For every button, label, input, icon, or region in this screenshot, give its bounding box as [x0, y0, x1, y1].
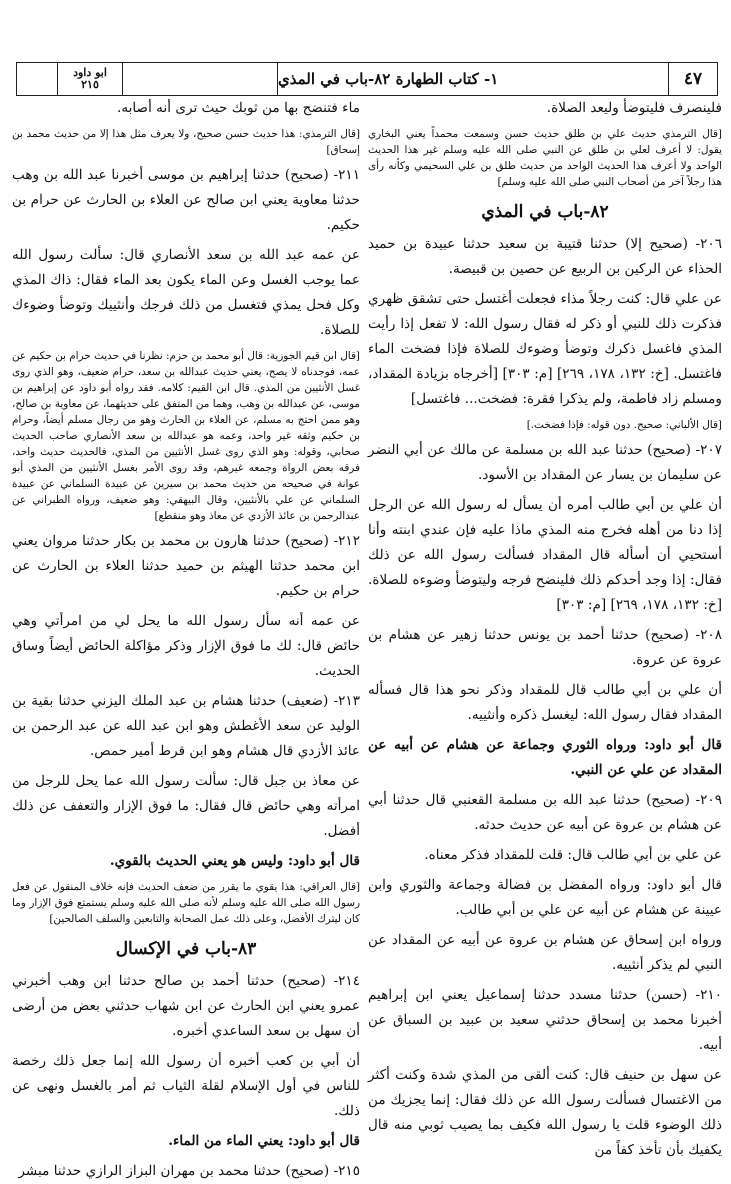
hadith-207-text: أن علي بن أبي طالب أمره أن يسأل له رسول الله عن الرجل إذا دنا من أهله فخرج منه المذي ماذا عليه فإن عندي ابنته وأنا أستحيي أن أسأله قال المقداد فسألت رسول الله عن ذلك فقال: إذا وجد أحدكم ذلك فلينضح فرجه وليتوضأ وضوءه للصلاة. [خ: ١٣٢، ١٧٨، ٢٦٩] [م: ٣٠٣]: [368, 497, 722, 613]
hadith-208-text: أن علي بن أبي طالب قال للمقداد وذكر نحو هذا قال فسأله المقداد فقال رسول الله: ليغسل ذكره وأنثييه.: [368, 682, 722, 723]
hadith-210-chain: ٢١٠- (حسن) حدثنا مسدد حدثنا إسماعيل يعني ابن إبراهيم أخبرنا محمد بن إسحاق حدثني سعيد بن عبيد بن السباق عن أبيه.: [368, 987, 722, 1053]
footnote: [قال الترمذي: هذا حديث حسن صحيح، ولا يعرف مثل هذا إلا من حديث محمد بن إسحاق]: [12, 128, 360, 156]
chapter-heading: ٨٣-باب في الإكسال: [115, 939, 257, 959]
header-empty-box: [17, 63, 58, 95]
abu-dawud-remark: قال أبو داود: وليس هو يعني الحديث بالقوي.: [109, 853, 360, 869]
hadith-209-chain: ٢٠٩- (صحيح) حدثنا عبد الله بن مسلمة القعنبي قال حدثنا أبي عن هشام بن عروة عن أبيه عن حديث حدثه.: [368, 792, 722, 833]
hadith-211-chain: ٢١١- (صحيح) حدثنا إبراهيم بن موسى أخبرنا عبد الله بن وهب حدثنا معاوية يعني ابن صالح عن العلاء بن الحارث عن حرام بن حكيم.: [12, 167, 360, 233]
hadith-212-chain: ٢١٢- (صحيح) حدثنا هارون بن محمد بن بكار حدثنا مروان يعني ابن محمد حدثنا الهيثم بن حميد حدثنا العلاء بن الحارث عن حرام بن حكيم.: [12, 533, 360, 599]
abu-dawud-remark: قال أبو داود: ورواه الثوري وجماعة عن هشام عن أبيه عن المقداد عن علي عن النبي.: [368, 737, 722, 778]
hadith-206-text: عن علي قال: كنت رجلاً مذاء فجعلت أغتسل حتى تشقق ظهري فذكرت ذلك للنبي أو ذكر له فقال رسول الله: لا تفعل إذا رأيت المذي فاغسل ذكرك وتوضأ وضوءك للصلاة فإذا فضخت الماء فاغتسل. [خ: ١٣٢، ١٧٨، ٢٦٩] [م: ٣٠٣] [أخرجاه بزيادة المقداد، ومسلم زاد فاطمة، ولم يذكرا فقرة: فضخت... فاغتسل]: [368, 291, 722, 407]
chapter-heading: ٨٢-باب في المذي: [481, 202, 609, 222]
hadith-211-note: [قال ابن قيم الجوزية: قال أبو محمد بن حزم: نظرنا في حديث حرام بن حكيم عن عمه، فوجدناه لا يصح، يعني حديث عبدالله بن سعد، حرام ضعيف، وهو الذي روى غسل الأنثيين من المذي. قال ابن القيم: كلامه. فقد رواه أبو داود عن إبراهيم بن موسى، عن عبدالله بن وهب، وهما من المتفق على حديثهما، عن معاوية بن صالح، وهو ممن احتج به مسلم، عن العلاء بن الحارث وهو من رجال مسلم أيضاً، وحرام بن حكيم وثقه غير واحد، وعمه هو عبدالله بن سعد الأنصاري صاحب الحديث صحابي، وقوله: وهو الذي روى غسل الأنثيين من المذي، فالحديث حديث واحد، فرقه بعض الرواة وجمعه غيرهم، وقد روى الأمر بغسل الأنثيين من المذي أبو عوانة في صحيحه من حديث محمد بن سيرين عن عبيدة السلماني عن عبيدة السلماني عن علي بالأنثيين، وقال البيهقي: وهو ضعيف، ورواه الطبراني عن عبدالرحمن بن عائذ الأزدي عن معاذ وهو منقطع]: [12, 350, 360, 522]
hadith-206-note: [قال الألباني: صحيح. دون قوله: فإذا فضخت.]: [526, 419, 722, 431]
header-title: ١- كتاب الطهارة ٨٢-باب في المذي: [278, 63, 669, 95]
right-column: [368, 96, 722, 1158]
hadith-213-text: عن معاذ بن جبل قال: سألت رسول الله عما يحل للرجل من امرأته وهي حائض قال فقال: ما فوق الإزار والتعفف عن ذلك أفضل.: [12, 773, 360, 839]
paragraph: ماء فتنضح بها من ثوبك حيث ترى أنه أصابه.: [117, 100, 360, 116]
hadith-215-chain: ٢١٥- (صحيح) حدثنا محمد بن مهران البزاز الرازي حدثنا مبشر: [18, 1163, 360, 1179]
left-column: [12, 96, 360, 1179]
page-number: ٤٧: [683, 69, 703, 89]
header-hadith-range: ٢١٥: [81, 78, 99, 91]
footnote: [قال الترمذي حديث علي بن طلق حديث حسن وسمعت محمداً يعني البخاري يقول: لا أعرف لعلي بن طلق عن النبي صلى الله عليه وسلم غير هذا الحديث الواحد ولا أعرف هذا الحديث الواحد من حديث طلق بن علي السحيمي وكأنه رأى هذا رجلاً آخر من أصحاب النبي صلى الله عليه وسلم]: [368, 128, 722, 188]
header-book-name: ابو داود: [73, 66, 107, 79]
hadith-210-text: عن سهل بن حنيف قال: كنت ألقى من المذي شدة وكنت أكثر من الاغتسال فسألت رسول الله عن ذلك فقال: إنما يجزيك من ذلك الوضوء قلت يا رسول الله فكيف بما يصيب ثوبي منه قال يكفيك بأن تأخذ كفاً من: [368, 1067, 722, 1158]
hadith-206-chain: ٢٠٦- (صحيح إلا) حدثنا قتيبة بن سعيد حدثنا عبيدة بن حميد الحذاء عن الركين بن الربيع عن حصين بن قبيصة.: [368, 236, 722, 277]
hadith-211-text: عن عمه عبد الله بن سعد الأنصاري قال: سألت رسول الله عما يوجب الغسل وعن الماء يكون بعد الماء فقال: ذاك المذي وكل فحل يمذي فتغسل من ذلك فرجك وأنثييك وتوضأ وضوءك للصلاة.: [12, 247, 360, 338]
hadith-214-text: أن أبي بن كعب أخبره أن رسول الله إنما جعل ذلك رخصة للناس في أول الإسلام لقلة الثياب ثم أمر بالغسل ونهى عن ذلك.: [12, 1053, 360, 1119]
hadith-212-text: عن عمه أنه سأل رسول الله ما يحل لي من امرأتي وهي حائض قال: لك ما فوق الإزار وذكر مؤاكلة الحائض أيضاً وساق الحديث.: [12, 613, 360, 679]
hadith-213-chain: ٢١٣- (ضعيف) حدثنا هشام بن عبد الملك اليزني حدثنا بقية بن الوليد عن سعد الأغطش وهو ابن عبد الله عن عبد الرحمن بن عائذ الأزدي قال هشام وهو ابن قرط أمير حمص.: [12, 693, 360, 759]
hadith-208-chain: ٢٠٨- (صحيح) حدثنا أحمد بن يونس حدثنا زهير عن هشام بن عروة عن عروة.: [368, 627, 722, 668]
hadith-209-remark: ورواه ابن إسحاق عن هشام بن عروة عن أبيه عن المقداد عن النبي لم يذكر أنثييه.: [368, 932, 722, 973]
running-header: [16, 62, 718, 96]
hadith-209-text: عن علي بن أبي طالب قال: قلت للمقداد فذكر معناه.: [424, 847, 722, 863]
header-book-box: [58, 63, 123, 95]
hadith-214-chain: ٢١٤- (صحيح) حدثنا أحمد بن صالح حدثنا ابن وهب أخبرني عمرو يعني ابن الحارث عن ابن شهاب حدثني بعض من أرضى أن سهل بن سعد الساعدي أخبره.: [12, 973, 360, 1039]
header-spacer: [123, 63, 278, 95]
abu-dawud-remark: قال أبو داود: ورواه المفضل بن فضالة وجماعة والثوري وابن عيينة عن هشام عن أبيه عن علي بن أبي طالب.: [368, 877, 722, 918]
hadith-207-chain: ٢٠٧- (صحيح) حدثنا عبد الله بن مسلمة عن مالك عن أبي النضر عن سليمان بن يسار عن المقداد بن الأسود.: [368, 442, 722, 483]
abu-dawud-remark: قال أبو داود: يعني الماء من الماء.: [168, 1133, 360, 1149]
hadith-213-note: [قال العراقي: هذا يقوي ما يقرر من ضعف الحديث فإنه خلاف المنقول عن فعل رسول الله صلى الله عليه وسلم لأنه صلى الله عليه وسلم يستمتع فوق الإزار وما كان ليترك الأفضل، وعلى ذلك عمل الصحابة والتابعين والسلف الصالحين]: [12, 881, 360, 925]
paragraph: فلينصرف فليتوضأ وليعد الصلاة.: [546, 100, 722, 116]
